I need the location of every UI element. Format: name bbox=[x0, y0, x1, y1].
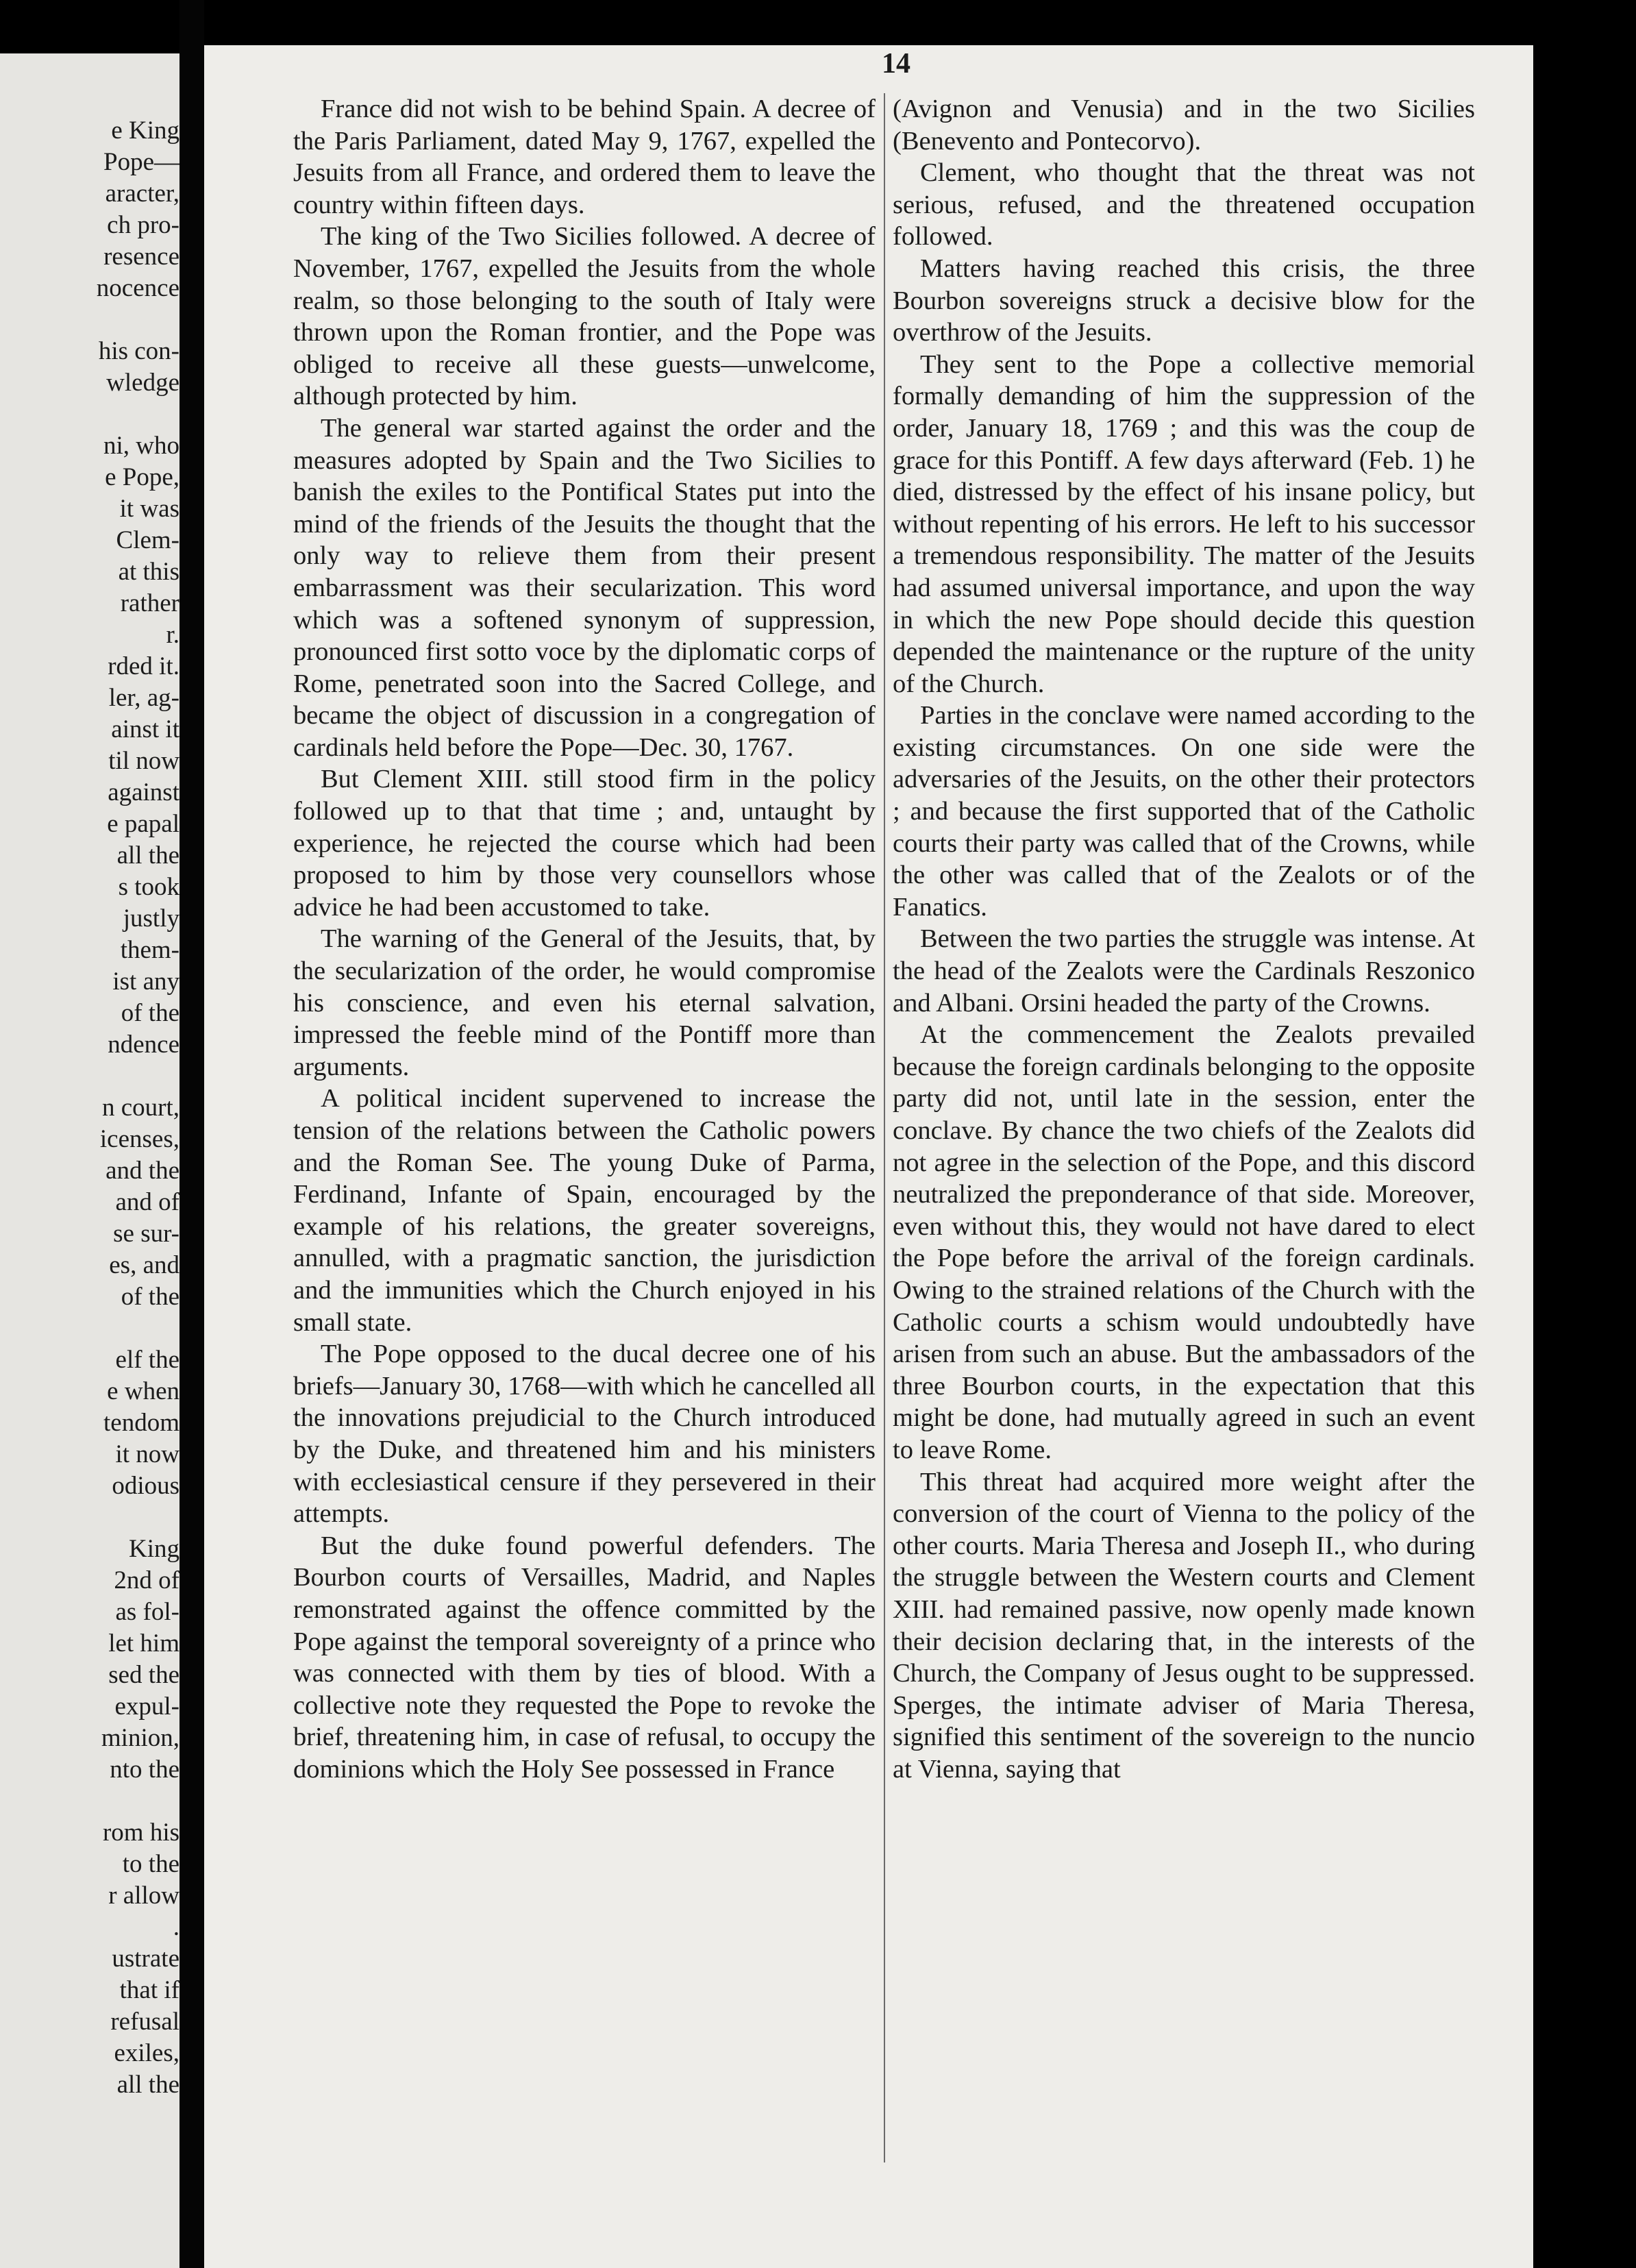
facing-page-line-text: r. bbox=[166, 621, 179, 649]
facing-page-line bbox=[0, 1849, 179, 1880]
facing-page-line bbox=[0, 1786, 179, 1817]
paragraph: Clement, who thought that the threat was not serious, refused, and the threatened occupation followed. bbox=[893, 158, 1475, 251]
facing-page-line-text: nocence bbox=[96, 274, 179, 302]
facing-page-line bbox=[0, 840, 179, 872]
facing-page-line-text: e papal bbox=[107, 810, 179, 838]
facing-page-line bbox=[0, 462, 179, 493]
facing-page-line bbox=[0, 1597, 179, 1628]
scan-border bbox=[1533, 0, 1636, 2268]
facing-page-line bbox=[0, 1912, 179, 1943]
facing-page-line bbox=[0, 966, 179, 998]
column-divider bbox=[884, 93, 885, 2162]
facing-page-line-text: Pope— bbox=[103, 148, 179, 176]
paragraph: Matters having reached this crisis, the three Bourbon sovereigns struck a decisive blow for the overthrow of the Jesuits. bbox=[893, 254, 1475, 347]
facing-page-line-text: ni, who bbox=[103, 432, 179, 460]
facing-page-line bbox=[0, 1155, 179, 1187]
facing-page-line-text: sed the bbox=[108, 1661, 179, 1689]
facing-page-line-text: ler, ag- bbox=[108, 684, 179, 712]
facing-page-line-text: wledge bbox=[106, 369, 179, 397]
facing-page-line-text: expul- bbox=[114, 1692, 179, 1721]
facing-page-line bbox=[0, 745, 179, 777]
facing-page-line-text: against bbox=[108, 778, 179, 806]
facing-page-line-text: at this bbox=[118, 558, 179, 586]
facing-page-line bbox=[0, 1407, 179, 1439]
facing-page-line bbox=[0, 336, 179, 367]
paragraph: (Avignon and Venusia) and in the two Sicilies (Benevento and Pontecorvo). bbox=[893, 95, 1475, 156]
facing-page-line-text: aracter, bbox=[105, 180, 179, 208]
facing-page-line-text: refusal bbox=[110, 2008, 179, 2036]
facing-page-line bbox=[0, 1565, 179, 1597]
facing-page-line-text: them- bbox=[120, 936, 179, 964]
facing-page-line bbox=[0, 1533, 179, 1565]
facing-page-line-text: til now bbox=[108, 747, 179, 775]
facing-page-line-text: e King bbox=[111, 116, 179, 145]
facing-page-line-text: rom his bbox=[102, 1819, 179, 1847]
facing-page-line-text: ch pro- bbox=[107, 211, 179, 239]
paragraph: The warning of the General of the Jesuits, that, by the secularization of the order, he would compromise his conscience, and even his eternal salvation, impressed the feeble mind of the Pontiff more than arguments. bbox=[293, 924, 876, 1081]
facing-page-line-text: e when bbox=[107, 1377, 179, 1405]
facing-page-line-text: se sur- bbox=[113, 1220, 179, 1248]
facing-page-line bbox=[0, 2069, 179, 2101]
facing-page-line-text: and of bbox=[115, 1188, 179, 1216]
facing-page-line bbox=[0, 1943, 179, 1975]
facing-page-line bbox=[0, 210, 179, 241]
facing-page-line bbox=[0, 273, 179, 304]
facing-page-line-text: it was bbox=[119, 495, 179, 523]
paragraph: Parties in the conclave were named according to the existing circumstances. On one side were the adversaries of the Jesuits, on the other their protectors ; and because the first supported that of the Catholic courts their party was called that of the Crowns, while the other was called that of the Zealots or of the Fanatics. bbox=[893, 701, 1475, 922]
facing-page-line bbox=[0, 115, 179, 147]
facing-page-line-text: Clem- bbox=[116, 526, 179, 554]
facing-page-line-text: elf the bbox=[115, 1346, 179, 1374]
facing-page-line-text: e Pope, bbox=[105, 463, 179, 491]
facing-page-line-text: King bbox=[129, 1535, 179, 1563]
text-column-left bbox=[293, 93, 876, 1785]
facing-page-line bbox=[0, 588, 179, 619]
facing-page-line-text: s took bbox=[118, 873, 179, 901]
facing-page-line-text: his con- bbox=[98, 337, 179, 365]
facing-page-line-text: ustrate bbox=[112, 1945, 179, 1973]
facing-page-line bbox=[0, 1092, 179, 1124]
book-gutter bbox=[179, 0, 204, 2268]
facing-page-line bbox=[0, 714, 179, 745]
facing-page-line bbox=[0, 556, 179, 588]
facing-page-line-text: and the bbox=[106, 1157, 179, 1185]
facing-page-line bbox=[0, 1817, 179, 1849]
page-number: 14 bbox=[882, 48, 910, 79]
facing-page-line bbox=[0, 1250, 179, 1281]
facing-page-line-text: of the bbox=[121, 1283, 179, 1311]
paragraph: At the commencement the Zealots prevailed because the foreign cardinals belonging to the opposite party did not, until late in the session, enter the conclave. By chance the two chiefs of the Zealots did not agree in the selection of the Pope, and this discord neutralized the preponderance of that side. Moreover, even without this, they would not have dared to elect the Pope before the arrival of the foreign cardinals. Owing to the strained relations of the Church with the Catholic courts a schism would undoubtedly have arisen from such an abuse. But the ambassadors of the three Bourbon courts, in the expectation that this might be done, had mutually agreed in such an event to leave Rome. bbox=[893, 1020, 1475, 1464]
facing-page-line bbox=[0, 777, 179, 809]
facing-page-line bbox=[0, 1313, 179, 1344]
paragraph: Between the two parties the struggle was intense. At the head of the Zealots were the Cardinals Reszonico and Albani. Orsini headed the party of the Crowns. bbox=[893, 924, 1475, 1018]
facing-page-line bbox=[0, 1061, 179, 1092]
facing-page-line bbox=[0, 304, 179, 336]
facing-page-line bbox=[0, 525, 179, 556]
facing-page-line bbox=[0, 682, 179, 714]
facing-page-line-text: nto the bbox=[110, 1755, 179, 1784]
facing-page-line bbox=[0, 1124, 179, 1155]
facing-page-line bbox=[0, 1376, 179, 1407]
facing-page-line bbox=[0, 367, 179, 399]
facing-page-line bbox=[0, 1029, 179, 1061]
facing-page-line-text: minion, bbox=[101, 1724, 179, 1752]
facing-page-fragment bbox=[0, 53, 179, 2268]
text-column-right bbox=[893, 93, 1475, 1785]
facing-page-line-text: to the bbox=[122, 1850, 179, 1878]
paragraph: The king of the Two Sicilies followed. A decree of November, 1767, expelled the Jesuits from the whole realm, so those belonging to the south of Italy were thrown upon the Roman frontier, and the Pope was obliged to receive all these guests—unwelcome, although protected by him. bbox=[293, 222, 876, 411]
paragraph: But Clement XIII. still stood firm in the policy followed up to that that time ; and, untaught by experience, he rejected the course which had been proposed to him by those very counsellors whose advice he had been accustomed to take. bbox=[293, 765, 876, 922]
facing-page-line bbox=[0, 809, 179, 840]
facing-page-line bbox=[0, 998, 179, 1029]
paragraph: A political incident supervened to increase the tension of the relations between the Catholic powers and the Roman See. The young Duke of Parma, Ferdinand, Infante of Spain, encouraged by the example of his relations, the greater sovereigns, annulled, with a pragmatic sanction, the jurisdiction and the immunities which the Church enjoyed in his small state. bbox=[293, 1084, 876, 1337]
paragraph: This threat had acquired more weight after the conversion of the court of Vienna to the policy of the other courts. Maria Theresa and Joseph II., who during the struggle between the Western courts and Clement XIII. had remained passive, now openly made known their decision declaring that, in the interests of the Church, the Company of Jesus ought to be suppressed. Sperges, the intimate adviser of Maria Theresa, signified this sentiment of the sovereign to the nuncio at Vienna, saying that bbox=[893, 1467, 1475, 1784]
facing-page-line-text: rded it. bbox=[108, 652, 179, 680]
facing-page-line-text: n court, bbox=[101, 1094, 179, 1122]
facing-page-line-text: tendom bbox=[103, 1409, 179, 1437]
facing-page-line bbox=[0, 903, 179, 935]
facing-page-line-text: that if bbox=[119, 1976, 179, 2004]
facing-page-line bbox=[0, 241, 179, 273]
facing-page-line bbox=[0, 1439, 179, 1470]
facing-page-line-text: of the bbox=[121, 999, 179, 1027]
facing-page-line bbox=[0, 1975, 179, 2006]
facing-page-line-text: resence bbox=[103, 243, 179, 271]
facing-page-line bbox=[0, 1187, 179, 1218]
facing-page-line-text: 2nd of bbox=[114, 1566, 179, 1594]
facing-page-line bbox=[0, 1754, 179, 1786]
facing-page-line bbox=[0, 619, 179, 651]
facing-page-line bbox=[0, 1218, 179, 1250]
facing-page-line bbox=[0, 1470, 179, 1502]
paragraph: They sent to the Pope a collective memorial formally demanding of him the suppression of the order, January 18, 1769 ; and this was the coup de grace for this Pontiff. A few days afterward (Feb. 1) he died, distressed by the effect of his insane policy, but without repenting of his errors. He left to his successor a tremendous responsibility. The matter of the Jesuits had assumed universal importance, and upon the way in which the new Pope should decide this question depended the maintenance or the rupture of the unity of the Church. bbox=[893, 349, 1475, 698]
facing-page-line bbox=[0, 178, 179, 210]
facing-page-lines bbox=[0, 115, 179, 2101]
facing-page-line-text: ainst it bbox=[111, 715, 179, 743]
facing-page-line bbox=[0, 1344, 179, 1376]
facing-page-line-text: rather bbox=[120, 589, 179, 617]
facing-page-line bbox=[0, 1628, 179, 1660]
paragraph: The Pope opposed to the ducal decree one of his briefs—January 30, 1768—with which he cancelled all the innovations prejudicial to the Church introduced by the Duke, and threatened him and his ministers with ecclesiastical censure if they persevered in their attempts. bbox=[293, 1340, 876, 1529]
facing-page-line-text: all the bbox=[116, 841, 179, 870]
facing-page-line bbox=[0, 2038, 179, 2069]
facing-page-line-text: let him bbox=[108, 1629, 179, 1657]
facing-page-line-text: odious bbox=[112, 1472, 179, 1500]
facing-page-line bbox=[0, 1723, 179, 1754]
facing-page-line-text: ist any bbox=[112, 967, 179, 996]
facing-page-line bbox=[0, 2006, 179, 2038]
facing-page-line-text: es, and bbox=[109, 1251, 179, 1279]
paragraph: France did not wish to be behind Spain. A decree of the Paris Parliament, dated May 9, 1767, expelled the Jesuits from all France, and ordered them to leave the country within fifteen days. bbox=[293, 95, 876, 219]
facing-page-line bbox=[0, 1281, 179, 1313]
facing-page-line bbox=[0, 1691, 179, 1723]
facing-page-line-text: it now bbox=[115, 1440, 179, 1468]
facing-page-line bbox=[0, 1880, 179, 1912]
facing-page-line-text: justly bbox=[123, 904, 179, 933]
facing-page-line bbox=[0, 430, 179, 462]
facing-page-line bbox=[0, 1502, 179, 1533]
facing-page-line-text: all the bbox=[116, 2071, 179, 2099]
facing-page-line-text: . bbox=[173, 1913, 179, 1941]
facing-page-line bbox=[0, 872, 179, 903]
paragraph: But the duke found powerful defenders. The Bourbon courts of Versailles, Madrid, and Naples remonstrated against the offence committed by the Pope against the temporal sovereignty of a prince who was connected with them by ties of blood. With a collective note they requested the Pope to revoke the brief, threatening him, in case of refusal, to occupy the dominions which the Holy See possessed in France bbox=[293, 1531, 876, 1784]
book-page bbox=[204, 45, 1533, 2268]
facing-page-line-text: ndence bbox=[108, 1031, 179, 1059]
facing-page-line bbox=[0, 935, 179, 966]
facing-page-line bbox=[0, 1660, 179, 1691]
facing-page-line bbox=[0, 493, 179, 525]
facing-page-line-text: as fol- bbox=[115, 1598, 179, 1626]
facing-page-line bbox=[0, 399, 179, 430]
facing-page-line bbox=[0, 147, 179, 178]
facing-page-line-text: icenses, bbox=[99, 1125, 179, 1153]
facing-page-line-text: r allow bbox=[108, 1882, 179, 1910]
facing-page-line bbox=[0, 651, 179, 682]
facing-page-line-text: exiles, bbox=[114, 2039, 179, 2067]
paragraph: The general war started against the order and the measures adopted by Spain and the Two Sicilies to banish the exiles to the Pontifical States put into the mind of the friends of the Jesuits the thought that the only way to relieve them from their present embarrassment was their secularization. This word which was a softened synonym of suppression, pronounced first sotto voce by the diplomatic corps of Rome, penetrated soon into the Sacred College, and became the object of discussion in a congregation of cardinals held before the Pope—Dec. 30, 1767. bbox=[293, 413, 876, 762]
